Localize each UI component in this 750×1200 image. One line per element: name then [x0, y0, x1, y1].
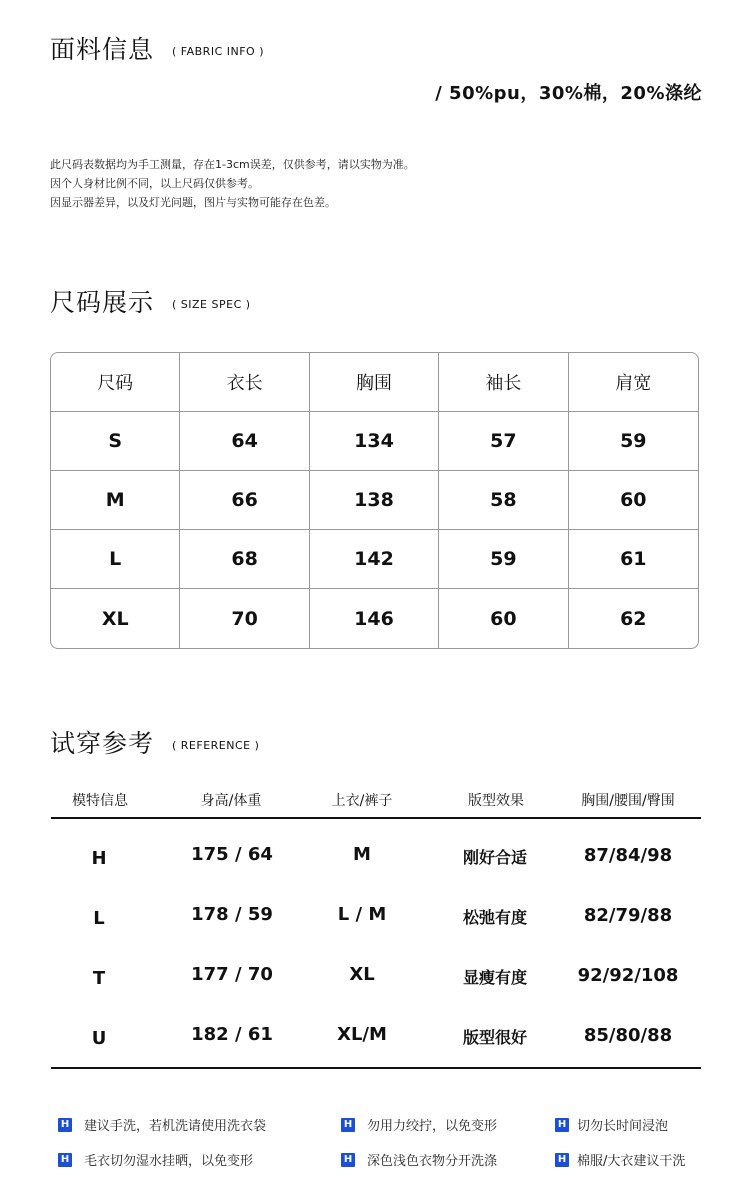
h-badge-icon: H: [555, 1118, 569, 1132]
ref-cell: 177 / 70: [191, 964, 273, 985]
ref-header-top-pants: 上衣/裤子: [331, 793, 393, 809]
ref-cell: 178 / 59: [191, 904, 273, 925]
reference-title: 试穿参考: [50, 729, 155, 758]
size-cell: 60: [569, 471, 698, 530]
care-text: 建议手洗，若机洗请使用洗衣袋: [84, 1119, 267, 1134]
size-cell: S: [51, 412, 180, 471]
ref-header-model: 模特信息: [72, 793, 128, 809]
h-badge-icon: H: [555, 1153, 569, 1167]
size-cell: 60: [439, 589, 568, 648]
size-cell: 134: [310, 412, 439, 471]
size-spec-subtitle: ( SIZE SPEC ): [172, 298, 251, 311]
care-text: 深色浅色衣物分开洗涤: [367, 1154, 498, 1169]
size-header-chest: 胸围: [310, 353, 439, 412]
size-cell: 59: [439, 530, 568, 589]
size-cell: 68: [180, 530, 309, 589]
reference-top-rule: [51, 817, 701, 819]
ref-cell: L / M: [337, 904, 387, 925]
ref-cell: U: [91, 1028, 107, 1049]
ref-cell: 182 / 61: [191, 1024, 273, 1045]
size-cell: 58: [439, 471, 568, 530]
h-badge-icon: H: [341, 1153, 355, 1167]
size-cell: 66: [180, 471, 309, 530]
size-cell: L: [51, 530, 180, 589]
care-item: [341, 1115, 497, 1134]
ref-cell: 87/84/98: [583, 845, 673, 866]
fabric-subtitle: ( FABRIC INFO ): [172, 45, 264, 58]
ref-cell: 刚好合适: [462, 848, 528, 867]
ref-cell: 版型很好: [462, 1028, 528, 1047]
size-header-length: 衣长: [180, 353, 309, 412]
ref-header-fit: 版型效果: [468, 793, 524, 809]
ref-cell: 92/92/108: [577, 965, 679, 986]
ref-header-height-weight: 身高/体重: [200, 793, 262, 809]
ref-cell: T: [92, 968, 106, 989]
care-item: [555, 1150, 685, 1169]
care-text: 毛衣切勿湿水挂晒，以免变形: [84, 1154, 254, 1169]
size-cell: 64: [180, 412, 309, 471]
care-text: 棉服/大衣建议干洗: [577, 1154, 686, 1169]
size-table: [50, 352, 699, 649]
size-header-sleeve: 袖长: [439, 353, 568, 412]
ref-cell: M: [353, 844, 371, 865]
ref-cell: XL/M: [337, 1024, 387, 1045]
ref-cell: 175 / 64: [191, 844, 273, 865]
care-item: [341, 1150, 497, 1169]
fabric-composition: / 50%pu，30%棉，20%涤纶: [435, 83, 702, 104]
note-line: 因显示器差异，以及灯光问题，图片与实物可能存在色差。: [50, 196, 336, 209]
size-cell: 70: [180, 589, 309, 648]
ref-header-measurements: 胸围/腰围/臀围: [581, 793, 675, 809]
size-spec-title: 尺码展示: [50, 288, 155, 317]
size-cell: 57: [439, 412, 568, 471]
size-cell: 146: [310, 589, 439, 648]
measurement-notes: [50, 155, 415, 212]
ref-cell: 82/79/88: [583, 905, 673, 926]
size-cell: XL: [51, 589, 180, 648]
size-cell: M: [51, 471, 180, 530]
size-cell: 62: [620, 607, 647, 630]
ref-cell: H: [91, 848, 107, 869]
size-header-size: 尺码: [51, 353, 180, 412]
reference-subtitle: ( REFERENCE ): [172, 739, 260, 752]
ref-cell: L: [93, 908, 105, 929]
care-text: 切勿长时间浸泡: [577, 1119, 669, 1134]
fabric-title: 面料信息: [50, 35, 155, 64]
h-badge-icon: H: [58, 1118, 72, 1132]
ref-cell: 松弛有度: [462, 908, 528, 927]
ref-cell: 显瘦有度: [462, 968, 528, 987]
reference-bottom-rule: [51, 1067, 701, 1069]
care-text: 勿用力绞拧，以免变形: [367, 1119, 498, 1134]
care-item: [555, 1115, 668, 1134]
size-cell: 142: [310, 530, 439, 589]
h-badge-icon: H: [341, 1118, 355, 1132]
care-item: [58, 1115, 266, 1134]
size-cell: 138: [310, 471, 439, 530]
size-header-shoulder: 肩宽: [569, 353, 698, 412]
ref-cell: 85/80/88: [583, 1025, 673, 1046]
note-line: 此尺码表数据均为手工测量，存在1-3cm误差，仅供参考，请以实物为准。: [50, 158, 415, 171]
note-line: 因个人身材比例不同，以上尺码仅供参考。: [50, 177, 259, 190]
care-item: [58, 1150, 253, 1169]
size-cell: 59: [569, 412, 698, 471]
ref-cell: XL: [349, 964, 375, 985]
h-badge-icon: H: [58, 1153, 72, 1167]
size-cell: 61: [569, 530, 698, 589]
